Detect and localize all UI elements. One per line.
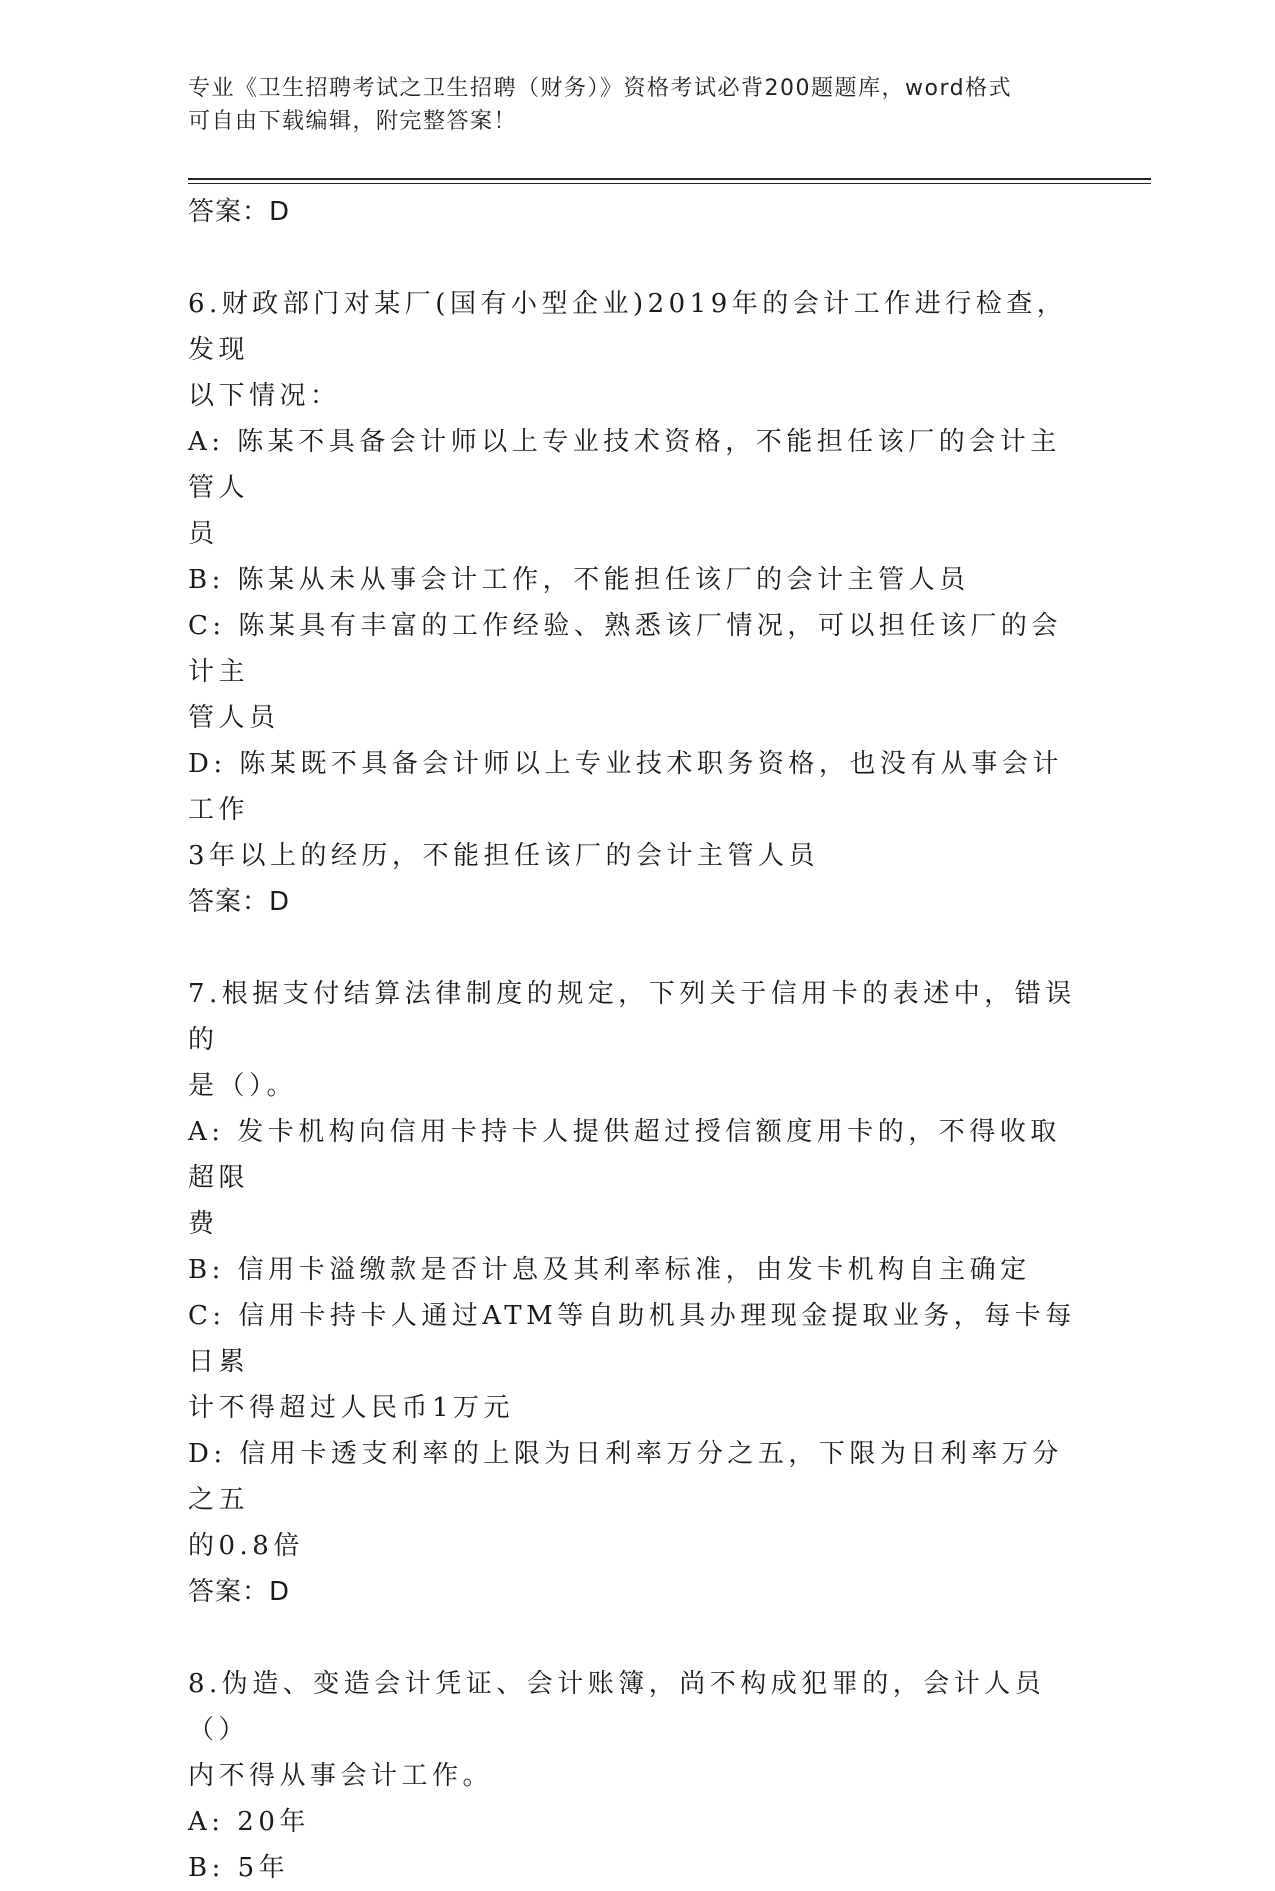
question-7 — [188, 971, 1088, 1615]
header-line-2: 可自由下载编辑，附完整答案！ — [188, 109, 518, 134]
spacer — [188, 925, 1088, 971]
option-d: D: 信用卡透支利率的上限为日利率万分之五，下限为日利率万分之五 — [188, 1439, 1063, 1515]
option-b: B: 信用卡溢缴款是否计息及其利率标准，由发卡机构自主确定 — [188, 1255, 1031, 1285]
spacer — [188, 1615, 1088, 1661]
spacer — [188, 235, 1088, 281]
option-c-cont: 管人员 — [188, 703, 280, 733]
option-a: A: 20年 — [188, 1807, 310, 1837]
question-stem: 6.财政部门对某厂(国有小型企业)2019年的会计工作进行检查，发现 — [188, 289, 1068, 365]
option-a-cont: 员 — [188, 519, 219, 549]
answer-previous: 答案：D — [188, 197, 291, 227]
option-d-cont: 3年以上的经历，不能担任该厂的会计主管人员 — [188, 841, 820, 871]
option-c-cont: 计不得超过人民币1万元 — [188, 1393, 515, 1423]
question-stem-cont: 内不得从事会计工作。 — [188, 1761, 494, 1791]
question-stem: 7.根据支付结算法律制度的规定，下列关于信用卡的表述中，错误的 — [188, 979, 1076, 1055]
document-body — [188, 185, 1088, 1891]
question-6 — [188, 281, 1088, 925]
header-divider-thin — [188, 183, 1151, 184]
question-stem: 8.伪造、变造会计凭证、会计账簿，尚不构成犯罪的，会计人员（） — [188, 1669, 1046, 1745]
question-8 — [188, 1661, 1088, 1891]
document-header — [188, 72, 1088, 138]
question-stem-cont: 是（）。 — [188, 1071, 298, 1101]
header-divider-thick — [188, 178, 1151, 180]
option-d: D: 陈某既不具备会计师以上专业技术职务资格，也没有从事会计工作 — [188, 749, 1063, 825]
answer: 答案：D — [188, 887, 291, 917]
header-line-1: 专业《卫生招聘考试之卫生招聘（财务）》资格考试必背200题题库，word格式 — [188, 76, 1013, 101]
option-c: C: 信用卡持卡人通过ATM等自助机具办理现金提取业务，每卡每日累 — [188, 1301, 1076, 1377]
question-stem-cont: 以下情况： — [188, 381, 341, 411]
option-a: A: 发卡机构向信用卡持卡人提供超过授信额度用卡的，不得收取超限 — [188, 1117, 1061, 1193]
option-c: C: 陈某具有丰富的工作经验、熟悉该厂情况，可以担任该厂的会计主 — [188, 611, 1062, 687]
option-a: A: 陈某不具备会计师以上专业技术资格，不能担任该厂的会计主管人 — [188, 427, 1061, 503]
option-b: B: 陈某从未从事会计工作，不能担任该厂的会计主管人员 — [188, 565, 970, 595]
option-a-cont: 费 — [188, 1209, 219, 1239]
answer: 答案：D — [188, 1577, 291, 1607]
option-b: B: 5年 — [188, 1853, 290, 1883]
option-d-cont: 的0.8倍 — [188, 1531, 304, 1561]
